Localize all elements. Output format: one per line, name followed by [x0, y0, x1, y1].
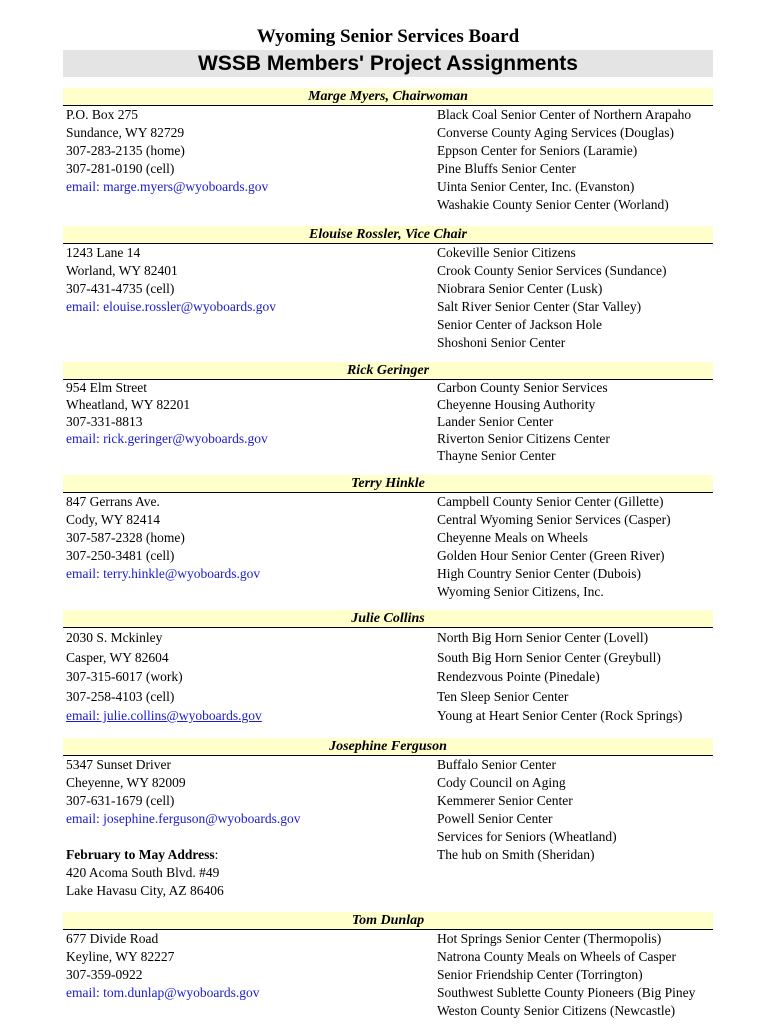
address-line: Cody, WY 82414: [66, 512, 160, 527]
project-item: Black Coal Senior Center of Northern Arapaho: [437, 107, 692, 122]
alt-address-heading: [66, 846, 426, 864]
project-item: Southwest Sublette County Pioneers (Big Piney: [437, 985, 696, 1000]
address-line: 954 Elm Street: [66, 380, 147, 395]
member-name: Julie Collins: [63, 610, 713, 628]
email-link[interactable]: email: rick.geringer@wyoboards.gov: [66, 431, 268, 446]
member-name: Rick Geringer: [63, 362, 713, 380]
address-line: Worland, WY 82401: [66, 263, 178, 278]
email-link[interactable]: email: elouise.rossler@wyoboards.gov: [66, 299, 277, 314]
project-list: [437, 380, 713, 464]
member-section-tom-dunlap: [63, 912, 713, 1018]
project-item: Washakie County Senior Center (Worland): [437, 197, 669, 212]
member-contact: [66, 380, 426, 447]
member-section-rick-geringer: [63, 362, 713, 463]
phone-line: 307-283-2135 (home): [66, 143, 185, 158]
project-item: Lander Senior Center: [437, 414, 554, 429]
project-item: Cheyenne Meals on Wheels: [437, 530, 588, 545]
member-name: Elouise Rossler, Vice Chair: [63, 226, 713, 244]
address-line: Lake Havasu City, AZ 86406: [66, 883, 224, 898]
member-name: Marge Myers, Chairwoman: [63, 88, 713, 106]
project-item: North Big Horn Senior Center (Lovell): [437, 630, 649, 645]
phone-line: 307-359-0922: [66, 967, 143, 982]
member-contact: [66, 106, 426, 196]
project-item: High Country Senior Center (Dubois): [437, 566, 641, 581]
phone-line: 307-315-6017 (work): [66, 669, 183, 684]
member-name: Terry Hinkle: [63, 475, 713, 493]
email-link[interactable]: email: marge.myers@wyoboards.gov: [66, 179, 269, 194]
member-contact: [66, 628, 426, 726]
project-item: Pine Bluffs Senior Center: [437, 161, 576, 176]
member-contact: [66, 756, 426, 900]
project-item: Salt River Senior Center (Star Valley): [437, 299, 642, 314]
member-contact: [66, 493, 426, 583]
alt-address-label: February to May Address: [66, 847, 215, 862]
project-item: Cokeville Senior Citizens: [437, 245, 576, 260]
address-line: Wheatland, WY 82201: [66, 397, 191, 412]
address-line: P.O. Box 275: [66, 107, 139, 122]
member-section-elouise-rossler: [63, 226, 713, 350]
address-line: 420 Acoma South Blvd. #49: [66, 865, 220, 880]
project-item: Senior Center of Jackson Hole: [437, 317, 602, 332]
document-subtitle: WSSB Members' Project Assignments: [63, 50, 713, 77]
address-line: 677 Divide Road: [66, 931, 159, 946]
project-list: [437, 756, 713, 864]
email-link[interactable]: email: julie.collins@wyoboards.gov: [66, 708, 262, 723]
address-line: 1243 Lane 14: [66, 245, 141, 260]
project-item: Cheyenne Housing Authority: [437, 397, 596, 412]
address-line: Cheyenne, WY 82009: [66, 775, 186, 790]
project-item: Rendezvous Pointe (Pinedale): [437, 669, 600, 684]
project-item: Services for Seniors (Wheatland): [437, 829, 617, 844]
project-item: The hub on Smith (Sheridan): [437, 847, 595, 862]
project-item: Niobrara Senior Center (Lusk): [437, 281, 603, 296]
member-name: Tom Dunlap: [63, 912, 713, 930]
phone-line: 307-258-4103 (cell): [66, 688, 175, 704]
project-item: Ten Sleep Senior Center: [437, 688, 569, 704]
project-item: Wyoming Senior Citizens, Inc.: [437, 584, 604, 599]
project-item: Cody Council on Aging: [437, 775, 566, 790]
address-line: Sundance, WY 82729: [66, 125, 185, 140]
phone-line: 307-631-1679 (cell): [66, 793, 175, 808]
phone-line: 307-250-3481 (cell): [66, 548, 175, 563]
project-item: Natrona County Meals on Wheels of Casper: [437, 949, 676, 964]
phone-line: 307-281-0190 (cell): [66, 161, 175, 176]
project-item: Thayne Senior Center: [437, 448, 556, 463]
project-item: Young at Heart Senior Center (Rock Springs): [437, 708, 683, 723]
phone-line: 307-587-2328 (home): [66, 530, 185, 545]
project-item: Hot Springs Senior Center (Thermopolis): [437, 931, 662, 946]
project-item: Shoshoni Senior Center: [437, 335, 566, 350]
document-title: Wyoming Senior Services Board: [256, 26, 520, 47]
project-item: Eppson Center for Seniors (Laramie): [437, 143, 638, 158]
project-item: Riverton Senior Citizens Center: [437, 431, 610, 446]
project-list: [437, 106, 713, 214]
phone-line: 307-431-4735 (cell): [66, 281, 175, 296]
phone-line: 307-331-8813: [66, 414, 143, 429]
project-item: Crook County Senior Services (Sundance): [437, 263, 667, 278]
project-list: [437, 628, 713, 726]
address-line: 847 Gerrans Ave.: [66, 494, 160, 509]
project-item: Weston County Senior Citizens (Newcastle): [437, 1003, 676, 1018]
project-item: South Big Horn Senior Center (Greybull): [437, 649, 661, 665]
project-item: Campbell County Senior Center (Gillette): [437, 494, 664, 509]
address-line: Casper, WY 82604: [66, 649, 169, 665]
email-link[interactable]: email: terry.hinkle@wyoboards.gov: [66, 566, 261, 581]
project-list: [437, 244, 713, 352]
project-item: Uinta Senior Center, Inc. (Evanston): [437, 179, 635, 194]
project-item: Carbon County Senior Services: [437, 380, 608, 395]
project-list: [437, 493, 713, 601]
project-item: Buffalo Senior Center: [437, 757, 556, 772]
project-item: Central Wyoming Senior Services (Casper): [437, 512, 671, 527]
project-item: Golden Hour Senior Center (Green River): [437, 548, 665, 563]
alt-address-colon: :: [214, 847, 219, 862]
address-line: 5347 Sunset Driver: [66, 757, 171, 772]
project-item: Kemmerer Senior Center: [437, 793, 573, 808]
member-contact: [66, 930, 426, 1002]
member-section-josephine-ferguson: [63, 738, 713, 898]
address-line: Keyline, WY 82227: [66, 949, 175, 964]
project-item: Converse County Aging Services (Douglas): [437, 125, 674, 140]
email-link[interactable]: email: tom.dunlap@wyoboards.gov: [66, 985, 260, 1000]
member-section-marge-myers: [63, 88, 713, 212]
member-section-terry-hinkle: [63, 475, 713, 599]
spacer: [66, 828, 426, 846]
member-section-julie-collins: [63, 610, 713, 723]
email-link[interactable]: email: josephine.ferguson@wyoboards.gov: [66, 811, 301, 826]
member-contact: [66, 244, 426, 316]
project-list: [437, 930, 713, 1020]
address-line: 2030 S. Mckinley: [66, 630, 163, 645]
project-item: Senior Friendship Center (Torrington): [437, 967, 643, 982]
member-name: Josephine Ferguson: [63, 738, 713, 756]
project-item: Powell Senior Center: [437, 811, 553, 826]
